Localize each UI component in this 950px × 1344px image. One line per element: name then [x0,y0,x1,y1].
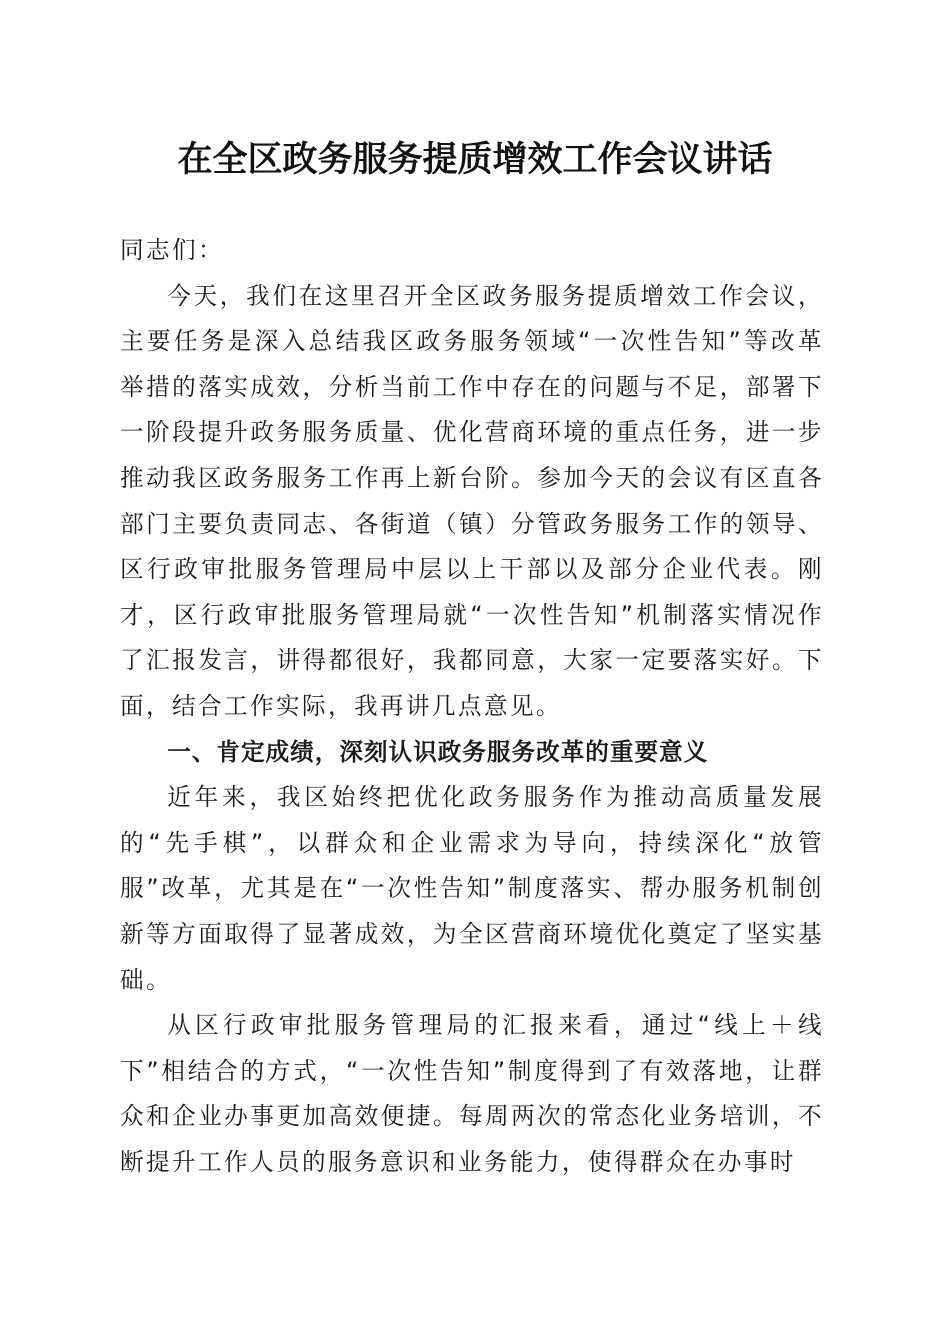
section-heading: 一、肯定成绩，深刻认识政务服务改革的重要意义 [167,737,709,766]
document-title: 在全区政务服务提质增效工作会议讲话 [177,139,773,180]
section-paragraph: 近年来，我区始终把优化政务服务作为推动高质量发展的“先手棋”，以群众和企业需求为导向，持续深化“放管服”改革，尤其是在“一次性告知”制度落实、帮办服务机制创新等方面取得了显著成效，为全区营商环境优化奠定了坚实基础。 [120,783,824,994]
salutation: 同志们： [120,236,224,264]
opening-paragraph: 今天，我们在这里召开全区政务服务提质增效工作会议，主要任务是深入总结我区政务服务领域“一次性告知”等改革举措的落实成效，分析当前工作中存在的问题与不足，部署下一阶段提升政务服务质量、优化营商环境的重点任务，进一步推动我区政务服务工作再上新台阶。参加今天的会议有区直各部门主要负责同志、各街道（镇）分管政务服务工作的领导、区行政审批服务管理局中层以上干部以及部分企业代表。刚才，区行政审批服务管理局就“一次性告知”机制落实情况作了汇报发言，讲得都很好，我都同意，大家一定要落实好。下面，结合工作实际，我再讲几点意见。 [120,281,824,720]
section-paragraph: 从区行政审批服务管理局的汇报来看，通过“线上＋线下”相结合的方式，“一次性告知”制度得到了有效落地，让群众和企业办事更加高效便捷。每周两次的常态化业务培训，不断提升工作人员的服务意识和业务能力，使得群众在办事时 [120,1011,824,1176]
document-body [120,228,824,1185]
